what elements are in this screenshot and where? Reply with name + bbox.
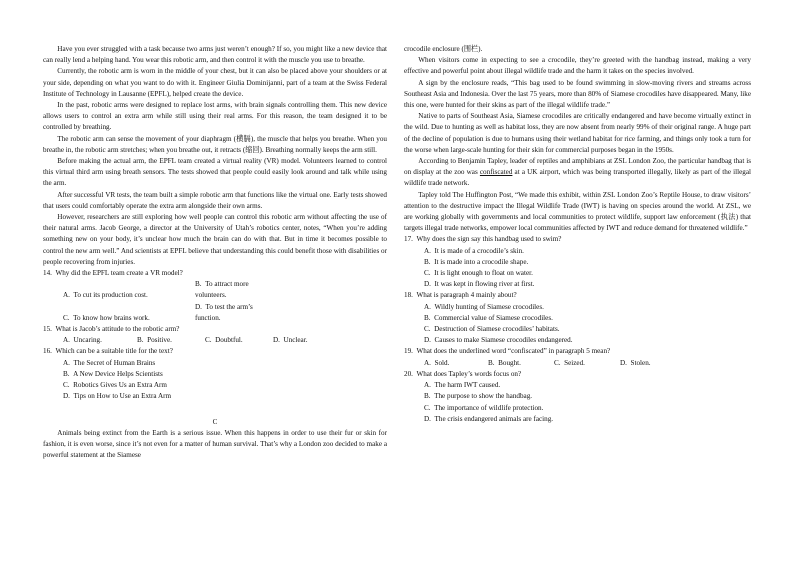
option: B. The purpose to show the handbag. xyxy=(424,392,533,401)
passage-b-paragraph-3: In the past, robotic arms were designed to replace lost arms, with brain signals controlling them. This new device allows users to control an extra arm while still using their real arms. For this reason, the team designed it to be controlled by breathing. xyxy=(43,101,387,132)
option: B. To attract more volunteers. xyxy=(195,280,249,300)
option: A. Wildly hunting of Siamese crocodiles. xyxy=(424,302,544,311)
passage-c-paragraph-4: Native to parts of Southeast Asia, Siamese crocodiles are critically endangered and have become virtually extinct in the wild. Due to hunting as well as habitat loss, they are now absent from nearly 99% of their original range. A huge part of the decline of population is due to humans using their wetland habitat for rice farming, and things only took a turn for the worse when large-scale hunting for their skin for commercial purposes began in the 1950s. xyxy=(404,112,751,154)
right-column xyxy=(404,44,751,425)
option: D. Causes to make Siamese crocodiles endangered. xyxy=(424,336,573,345)
option: B. It is made into a crocodile shape. xyxy=(424,257,529,266)
passage-c-paragraph-5 xyxy=(404,156,751,190)
option: C. Destruction of Siamese crocodiles’ habitats. xyxy=(424,325,560,334)
option: D. Tips on How to Use an Extra Arm xyxy=(63,392,172,401)
option: C. Doubtful. xyxy=(205,336,243,345)
option: B. Bought. xyxy=(488,358,521,367)
option: A. To cut its production cost. xyxy=(63,291,148,300)
option: D. To test the arm’s function. xyxy=(195,302,253,322)
passage-c-paragraph-2: When visitors come in expecting to see a crocodile, they’re greeted with the handbag instead, making a very effective and powerful point about illegal wildlife trade and the harm it takes on the species involved. xyxy=(404,56,751,76)
question-14-options xyxy=(43,279,387,301)
question-14-stem: 14. Why did the EPFL team create a VR model? xyxy=(43,269,183,278)
option: A. Sold. xyxy=(424,358,450,367)
question-17-stem: 17. Why does the sign say this handbag used to swim? xyxy=(404,235,562,244)
passage-b-paragraph-6: After successful VR tests, the team built a simple robotic arm that functions like the virtual one. Early tests showed that users could comfortably operate the extra arm alongside their own arms. xyxy=(43,190,387,210)
option: D. Stolen. xyxy=(620,358,651,367)
question-15-options xyxy=(43,335,387,346)
option: A. The Secret of Human Brains xyxy=(63,358,156,367)
passage-c-paragraph-6: Tapley told The Huffington Post, “We made this exhibit, within ZSL London Zoo’s Reptile House, to draw visitors’ attention to the destructive impact the Illegal Wildlife Trade (IWT) is having on species around the world. At ZSL, we are working globally with governments and local communities to protect wildlife, support law enforcement (执法) that targets illegal trade networks, empower local communities affected by IWT and reduce demand for threatened wildlife.” xyxy=(404,190,751,233)
option: C. Robotics Gives Us an Extra Arm xyxy=(63,381,167,390)
option: A. Uncaring. xyxy=(63,336,102,345)
option: A. The harm IWT caused. xyxy=(424,381,501,390)
question-18-stem: 18. What is paragraph 4 mainly about? xyxy=(404,291,517,300)
left-column xyxy=(43,44,387,461)
question-19-stem: 19. What does the underlined word “confiscated” in paragraph 5 mean? xyxy=(404,347,611,356)
option: D. Unclear. xyxy=(273,336,308,345)
question-14-options-row-2 xyxy=(43,302,387,324)
question-19-options xyxy=(404,358,751,369)
option: C. To know how brains work. xyxy=(63,313,150,322)
text: at a UK airport, which was being transported illegally, likely as part of the illegal wildlife trade network. xyxy=(404,168,751,188)
question-16-stem: 16. Which can be a suitable title for the text? xyxy=(43,347,173,356)
option: D. The crisis endangered animals are facing. xyxy=(424,414,554,423)
option: B. A New Device Helps Scientists xyxy=(63,369,163,378)
passage-b-paragraph-2: Currently, the robotic arm is worn in the middle of your chest, but it can also be placed above your shoulders or at your side, depending on what you want to do with it. Engineer Giulia Dominijanni, part of a team at the Swiss Federal Institute of Technology in Lausanne (EPFL), helped create the device. xyxy=(43,67,387,98)
passage-b-paragraph-1: Have you ever struggled with a task because two arms just weren’t enough? If so, you might like a new device that can really lend a helping hand. You wear this robotic arm, and then control it with the muscle you use to breathe. xyxy=(43,45,387,65)
option: A. It is made of a crocodile’s skin. xyxy=(424,246,524,255)
question-20-stem: 20. What does Tapley’s words focus on? xyxy=(404,369,522,378)
option: C. The importance of wildlife protection. xyxy=(424,403,544,412)
option: B. Commercial value of Siamese crocodiles. xyxy=(424,313,553,322)
option: C. It is light enough to float on water. xyxy=(424,269,533,278)
option: D. It was kept in flowing river at first. xyxy=(424,280,535,289)
passage-c-paragraph-1: Animals being extinct from the Earth is a serious issue. When this happens in order to use their fur or skin for fashion, it is even worse, since it’s not even for a matter of human survival. That’s why a London zoo decided to make a powerful statement at the Siamese xyxy=(43,428,387,460)
option: B. Positive. xyxy=(137,336,172,345)
passage-b-paragraph-5: Before making the actual arm, the EPFL team created a virtual reality (VR) model. Volunteers learned to control this virtual third arm using breath sensors. The tests showed that people could easily look around and talk while using the arm. xyxy=(43,157,387,188)
passage-c-paragraph-3: A sign by the enclosure reads, “This bag used to be found swimming in slow-moving rivers and streams across Southeast Asia and Indonesia. Over the last 75 years, more than 80% of Siamese crocodiles have disappeared. Many, like this one, were hunted for their skins as part of the illegal wildlife trade.” xyxy=(404,78,751,110)
passage-b-paragraph-7: However, researchers are still exploring how well people can control this robotic arm without affecting the use of their natural arms. Jacob George, a director at the University of Utah’s robotics center, notes, “When you’re adding something new on your body, it’s unclear how much the brain can do with that. But in time it becomes possible to control the new arm well.” And scientists at EPFL believe that understanding this could benefit those with disabilities or people recovering from injuries. xyxy=(43,213,387,266)
text: According to Benjamin Tapley, leader of reptiles and amphibians at ZSL London Zoo, the particular handbag that is on display at the zoo was xyxy=(404,157,751,177)
question-15-stem: 15. What is Jacob’s attitude to the robotic arm? xyxy=(43,325,180,334)
option: C. Seized. xyxy=(554,358,585,367)
passage-c-continuation: crocodile enclosure (围栏). xyxy=(404,45,483,53)
passage-b-paragraph-4: The robotic arm can sense the movement of your diaphragm (横膈), the muscle that helps you breathe. When you breathe in, the robotic arm stretches; when you breathe out, it retracts (缩回). Breathing normally keeps the arm still. xyxy=(43,134,387,154)
section-heading: C xyxy=(212,417,218,426)
underlined-word: confiscated xyxy=(479,168,513,177)
